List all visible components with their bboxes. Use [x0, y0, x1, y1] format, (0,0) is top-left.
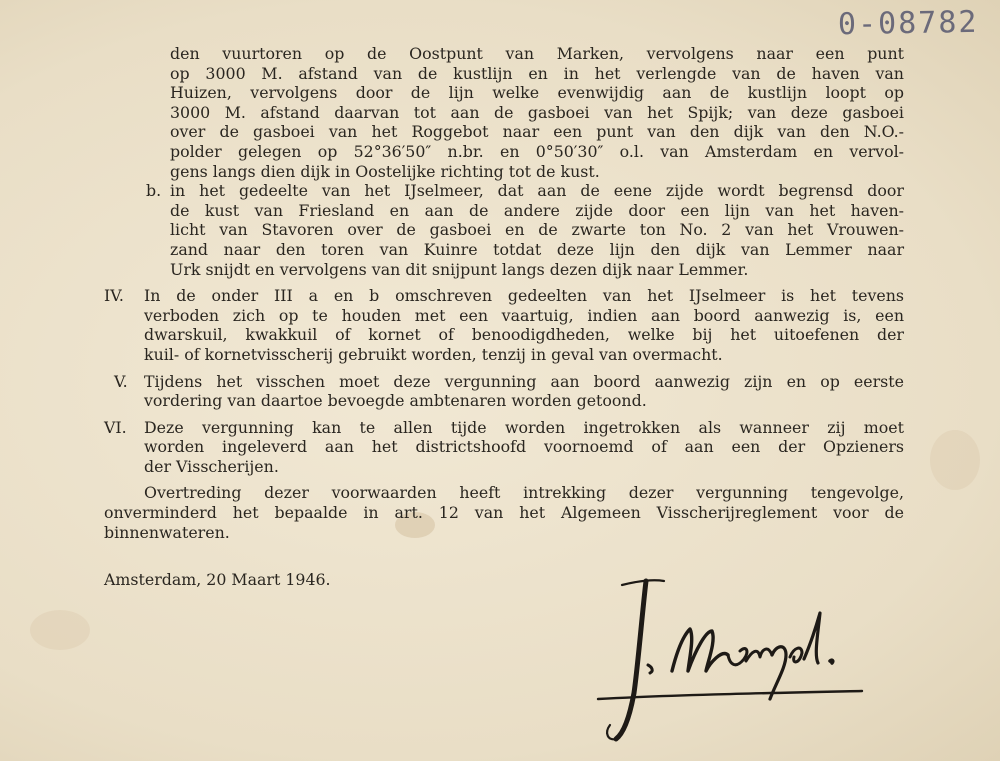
text-line: gens langs dien dijk in Oostelijke richting tot de kust. [170, 161, 600, 181]
text-line: over de gasboei van het Roggebot naar een punt van den dijk van den N.O.- [170, 122, 904, 142]
text-line: de kust van Friesland en aan de andere zijde door een lijn van het haven- [170, 200, 904, 220]
text-line: polder gelegen op 52°36′50″ n.br. en 0°50′30″ o.l. van Amsterdam en vervol- [170, 141, 904, 161]
section-number: VI. [104, 417, 127, 437]
text-line: Huizen, vervolgens door de lijn welke evenwijdig aan de kustlijn loopt op [170, 83, 904, 103]
text-line: dwarskuil, kwakkuil of kornet of benoodigdheden, welke bij het uitoefenen der [144, 325, 904, 345]
text-line: Tijdens het visschen moet deze vergunning aan boord aanwezig zijn en op eerste [144, 371, 904, 391]
item-number: b. [146, 181, 162, 201]
text-line: den vuurtoren op de Oostpunt van Marken, vervolgens naar een punt [170, 44, 904, 63]
text-line: worden ingeleverd aan het districtshoofd voornoemd of aan een der Opzieners [144, 437, 904, 457]
text-line: In de onder III a en b omschreven gedeelten van het IJselmeer is het tevens [144, 286, 904, 306]
text-line: der Visscherijen. [144, 456, 279, 476]
text-line: kuil- of kornetvisscherij gebruikt worden, tenzij in geval van overmacht. [144, 344, 723, 364]
section-iii-a-continuation [104, 44, 904, 181]
section-iii-b [104, 181, 904, 279]
text-line: 3000 M. afstand daarvan tot aan de gasboei van het Spijk; van deze gasboei [170, 102, 904, 122]
place-date: Amsterdam, 20 Maart 1946. [104, 570, 331, 590]
text-line: licht van Stavoren over de gasboei en de zwarte ton No. 2 van het Vrouwen- [170, 220, 904, 240]
text-line: Deze vergunning kan te allen tijde worden ingetrokken als wanneer zij moet [144, 417, 904, 437]
section-number: IV. [104, 286, 124, 306]
text-line: op 3000 M. afstand van de kustlijn en in het verlengde van de haven van [170, 63, 904, 83]
text-line: in het gedeelte van het IJselmeer, dat aan de eene zijde wordt begrensd door [170, 181, 904, 201]
closing-paragraph [104, 483, 904, 542]
text-line: onverminderd het bepaalde in art. 12 van het Algemeen Visscherijreglement voor de [104, 503, 904, 523]
section-v [104, 372, 904, 411]
text-line: vordering van daartoe bevoegde ambtenaren worden getoond. [144, 391, 647, 411]
stain [30, 610, 90, 650]
text-line: binnenwateren. [104, 522, 230, 542]
text-line: Urk snijdt en vervolgens van dit snijpunt langs dezen dijk naar Lemmer. [170, 259, 749, 279]
text-line: verboden zich op te houden met een vaartuig, indien aan boord aanwezig is, een [144, 305, 904, 325]
section-vi [104, 418, 904, 477]
section-iv [104, 286, 904, 364]
document-body [104, 44, 904, 590]
section-number: V. [114, 371, 128, 391]
text-line: zand naar den toren van Kuinre totdat deze lijn den dijk van Lemmer naar [170, 239, 904, 259]
text-line: Overtreding dezer voorwaarden heeft intrekking dezer vergunning tengevolge, [144, 483, 904, 503]
catalog-number: 0-08782 [837, 4, 979, 43]
signature [590, 575, 880, 745]
